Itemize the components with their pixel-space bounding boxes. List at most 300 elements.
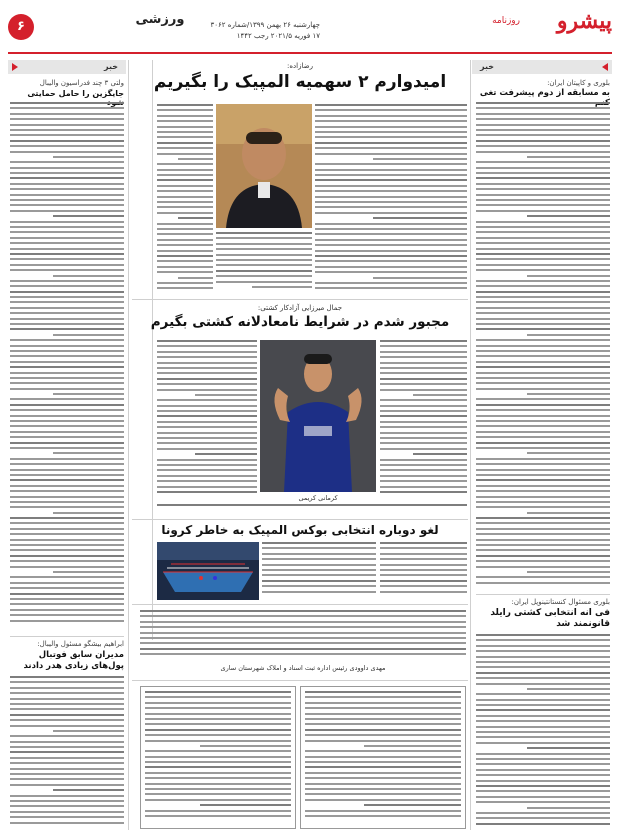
section-divider bbox=[132, 519, 468, 520]
text-line bbox=[10, 269, 124, 271]
text-line bbox=[315, 153, 467, 155]
text-line bbox=[10, 822, 124, 824]
left-column-label: خبر bbox=[103, 62, 118, 71]
text-line bbox=[10, 339, 124, 341]
text-line bbox=[157, 174, 213, 176]
text-line bbox=[157, 432, 257, 434]
text-line bbox=[157, 212, 213, 214]
text-line bbox=[10, 258, 124, 260]
text-line bbox=[10, 741, 124, 743]
text-line bbox=[380, 486, 467, 488]
text-line bbox=[476, 656, 610, 658]
text-line bbox=[10, 528, 124, 530]
text-line bbox=[157, 378, 257, 380]
main-headline: امیدوارم ۲ سهمیه المپیک را بگیریم bbox=[153, 72, 447, 92]
text-line bbox=[157, 266, 213, 268]
text-line bbox=[476, 528, 610, 530]
text-line bbox=[10, 382, 124, 384]
text-line bbox=[10, 703, 124, 705]
text-line bbox=[305, 723, 461, 725]
text-line bbox=[476, 420, 610, 422]
text-line bbox=[476, 372, 610, 374]
text-line bbox=[157, 437, 257, 439]
text-line bbox=[476, 436, 610, 438]
text-line bbox=[476, 280, 610, 282]
text-line bbox=[157, 250, 213, 252]
page-number: ۶ bbox=[8, 14, 34, 40]
text-line bbox=[10, 800, 124, 802]
text-line bbox=[10, 485, 124, 487]
logo-prefix: روزنامه bbox=[492, 16, 520, 26]
text-line bbox=[10, 687, 124, 689]
text-line bbox=[140, 626, 466, 628]
text-line bbox=[10, 177, 124, 179]
text-line bbox=[53, 571, 124, 573]
text-line bbox=[157, 367, 257, 369]
text-line bbox=[10, 719, 124, 721]
text-line bbox=[53, 730, 124, 732]
text-line bbox=[305, 788, 461, 790]
text-line bbox=[476, 769, 610, 771]
text-line bbox=[315, 120, 467, 122]
text-line bbox=[476, 350, 610, 352]
text-line bbox=[10, 778, 124, 780]
text-line bbox=[527, 452, 610, 454]
text-line bbox=[476, 134, 610, 136]
text-line bbox=[10, 415, 124, 417]
text-line bbox=[178, 217, 213, 219]
text-line bbox=[380, 480, 467, 482]
text-line bbox=[305, 718, 461, 720]
text-line bbox=[476, 425, 610, 427]
text-line bbox=[10, 603, 124, 605]
text-line bbox=[10, 676, 124, 678]
text-line bbox=[380, 405, 467, 407]
text-line bbox=[476, 264, 610, 266]
text-line bbox=[315, 201, 467, 203]
wrestler-photo bbox=[260, 340, 376, 492]
text-line bbox=[157, 383, 257, 385]
text-line bbox=[157, 415, 257, 417]
text-line bbox=[157, 480, 257, 482]
text-line bbox=[476, 812, 610, 814]
text-line bbox=[476, 145, 610, 147]
text-line bbox=[380, 426, 467, 428]
text-line bbox=[476, 231, 610, 233]
boxing-body-middle bbox=[262, 542, 376, 597]
text-line bbox=[476, 398, 610, 400]
text-line bbox=[10, 118, 124, 120]
text-line bbox=[476, 496, 610, 498]
text-line bbox=[476, 758, 610, 760]
text-line bbox=[373, 217, 467, 219]
text-line bbox=[315, 196, 467, 198]
text-line bbox=[315, 147, 467, 149]
text-line bbox=[145, 707, 291, 709]
text-line bbox=[157, 469, 257, 471]
text-line bbox=[476, 258, 610, 260]
text-line bbox=[315, 212, 467, 214]
text-line bbox=[252, 286, 312, 288]
text-line bbox=[10, 681, 124, 683]
text-line bbox=[380, 345, 467, 347]
text-line bbox=[10, 388, 124, 390]
text-line bbox=[157, 255, 213, 257]
second-headline: مجبور شدم در شرایط نامعادلانه کشتی بگیرم bbox=[150, 314, 450, 330]
text-line bbox=[10, 199, 124, 201]
wrestler-image bbox=[260, 340, 376, 492]
text-line bbox=[157, 442, 257, 444]
text-line bbox=[157, 372, 257, 374]
text-line bbox=[157, 131, 213, 133]
text-line bbox=[476, 161, 610, 163]
text-line bbox=[157, 287, 213, 289]
text-line bbox=[10, 151, 124, 153]
text-line bbox=[315, 239, 467, 241]
text-line bbox=[315, 223, 467, 225]
text-line bbox=[10, 496, 124, 498]
text-line bbox=[145, 793, 291, 795]
text-line bbox=[476, 544, 610, 546]
text-line bbox=[476, 490, 610, 492]
text-line bbox=[216, 243, 312, 245]
text-line bbox=[305, 713, 461, 715]
text-line bbox=[157, 356, 257, 358]
text-line bbox=[216, 275, 312, 277]
left-headline: جایگزین را حامل حمایتی bbox=[27, 89, 124, 98]
text-line bbox=[157, 504, 467, 506]
text-line bbox=[364, 804, 461, 806]
text-line bbox=[157, 239, 213, 241]
second-body-right bbox=[380, 340, 467, 500]
text-line bbox=[476, 474, 610, 476]
text-line bbox=[476, 204, 610, 206]
text-line bbox=[10, 301, 124, 303]
text-line bbox=[10, 714, 124, 716]
text-line bbox=[305, 761, 461, 763]
text-line bbox=[476, 382, 610, 384]
text-line bbox=[157, 340, 257, 342]
text-line bbox=[157, 163, 213, 165]
text-line bbox=[145, 740, 291, 742]
text-line bbox=[476, 388, 610, 390]
text-line bbox=[476, 345, 610, 347]
boxing-ring-photo bbox=[157, 542, 259, 600]
text-line bbox=[315, 179, 467, 181]
text-line bbox=[476, 377, 610, 379]
text-line bbox=[10, 237, 124, 239]
text-line bbox=[10, 172, 124, 174]
text-line bbox=[195, 453, 257, 455]
text-line bbox=[315, 185, 467, 187]
text-line bbox=[476, 501, 610, 503]
text-line bbox=[157, 410, 257, 412]
text-line bbox=[476, 318, 610, 320]
text-line bbox=[157, 233, 213, 235]
text-line bbox=[380, 356, 467, 358]
left-second-headline: مدیران سابق فوتبال پول‌های زیادی هدر دادند bbox=[23, 650, 124, 671]
text-line bbox=[10, 183, 124, 185]
text-line bbox=[476, 172, 610, 174]
text-line bbox=[157, 104, 213, 106]
text-line bbox=[10, 129, 124, 131]
text-line bbox=[157, 345, 257, 347]
text-line bbox=[476, 442, 610, 444]
text-line bbox=[157, 475, 257, 477]
right-column-header bbox=[472, 60, 612, 74]
text-line bbox=[380, 574, 467, 576]
text-line bbox=[10, 161, 124, 163]
text-line bbox=[476, 107, 610, 109]
text-line bbox=[178, 158, 213, 160]
text-line bbox=[315, 260, 467, 262]
text-line bbox=[476, 661, 610, 663]
text-line bbox=[10, 555, 124, 557]
text-line bbox=[476, 774, 610, 776]
text-line bbox=[476, 242, 610, 244]
text-line bbox=[476, 124, 610, 126]
text-line bbox=[305, 772, 461, 774]
text-line bbox=[476, 645, 610, 647]
right-column-label: خبر bbox=[480, 62, 495, 71]
text-line bbox=[527, 393, 610, 395]
text-line bbox=[10, 280, 124, 282]
text-line bbox=[476, 539, 610, 541]
text-line bbox=[315, 255, 467, 257]
text-line bbox=[157, 448, 257, 450]
text-line bbox=[10, 474, 124, 476]
text-line bbox=[10, 614, 124, 616]
text-line bbox=[10, 307, 124, 309]
text-line bbox=[10, 708, 124, 710]
text-line bbox=[10, 404, 124, 406]
text-line bbox=[476, 301, 610, 303]
text-line bbox=[527, 334, 610, 336]
text-line bbox=[10, 398, 124, 400]
text-line bbox=[476, 666, 610, 668]
text-line bbox=[140, 610, 466, 612]
text-line bbox=[476, 409, 610, 411]
boxing-headline: لغو دوباره انتخابی بوکس المپیک به خاطر کرونا bbox=[161, 523, 439, 537]
text-line bbox=[157, 201, 213, 203]
text-line bbox=[157, 136, 213, 138]
text-line bbox=[53, 215, 124, 217]
main-body-left bbox=[157, 104, 213, 294]
logo-text: پیشرو bbox=[556, 8, 612, 34]
text-line bbox=[10, 539, 124, 541]
text-line bbox=[10, 312, 124, 314]
text-line bbox=[10, 409, 124, 411]
text-line bbox=[305, 793, 461, 795]
text-line bbox=[10, 366, 124, 368]
text-line bbox=[476, 339, 610, 341]
text-line bbox=[476, 672, 610, 674]
text-line bbox=[140, 653, 466, 655]
text-line bbox=[10, 582, 124, 584]
text-line bbox=[476, 677, 610, 679]
notice-box-right-text bbox=[305, 691, 461, 824]
text-line bbox=[476, 753, 610, 755]
left-second-kicker: ابراهیم بیشگو مسئول والیبال: bbox=[37, 640, 124, 648]
text-line bbox=[305, 696, 461, 698]
text-line bbox=[476, 634, 610, 636]
text-line bbox=[145, 691, 291, 693]
text-line bbox=[10, 226, 124, 228]
text-line bbox=[262, 591, 376, 593]
text-line bbox=[476, 307, 610, 309]
text-line bbox=[157, 179, 213, 181]
text-line bbox=[10, 768, 124, 770]
text-line bbox=[10, 231, 124, 233]
text-line bbox=[476, 167, 610, 169]
text-line bbox=[476, 693, 610, 695]
text-line bbox=[216, 259, 312, 261]
text-line bbox=[53, 275, 124, 277]
wrestler-photo-caption: کرمانی کریمی bbox=[298, 494, 338, 502]
column-divider bbox=[470, 60, 471, 830]
text-line bbox=[315, 174, 467, 176]
arrow-icon bbox=[12, 63, 18, 71]
text-line bbox=[380, 367, 467, 369]
text-line bbox=[10, 501, 124, 503]
text-line bbox=[315, 115, 467, 117]
text-line bbox=[157, 153, 213, 155]
text-line bbox=[527, 747, 610, 749]
text-line bbox=[305, 783, 461, 785]
text-line bbox=[10, 291, 124, 293]
text-line bbox=[145, 799, 291, 801]
text-line bbox=[10, 134, 124, 136]
text-line bbox=[145, 810, 291, 812]
text-line bbox=[315, 206, 467, 208]
text-line bbox=[527, 275, 610, 277]
text-line bbox=[157, 115, 213, 117]
column-divider bbox=[152, 60, 153, 640]
text-line bbox=[145, 696, 291, 698]
text-line bbox=[305, 777, 461, 779]
text-line bbox=[476, 118, 610, 120]
text-line bbox=[305, 799, 461, 801]
text-line bbox=[10, 204, 124, 206]
text-line bbox=[10, 350, 124, 352]
text-line bbox=[10, 544, 124, 546]
text-line bbox=[315, 271, 467, 273]
text-line bbox=[157, 185, 213, 187]
text-line bbox=[10, 533, 124, 535]
main-photo-side-text bbox=[216, 232, 312, 294]
text-line bbox=[157, 421, 257, 423]
left-second-body bbox=[10, 676, 124, 829]
text-line bbox=[157, 196, 213, 198]
text-line bbox=[10, 598, 124, 600]
second-body-left bbox=[157, 340, 257, 500]
text-line bbox=[10, 522, 124, 524]
text-line bbox=[380, 351, 467, 353]
text-line bbox=[262, 558, 376, 560]
text-line bbox=[380, 399, 467, 401]
text-line bbox=[262, 574, 376, 576]
text-line bbox=[200, 745, 291, 747]
text-line bbox=[157, 147, 213, 149]
masthead-rule bbox=[8, 52, 612, 54]
text-line bbox=[380, 340, 467, 342]
text-line bbox=[380, 432, 467, 434]
text-line bbox=[10, 102, 124, 104]
text-line bbox=[476, 361, 610, 363]
text-line bbox=[315, 163, 467, 165]
text-line bbox=[476, 704, 610, 706]
text-line bbox=[10, 576, 124, 578]
text-line bbox=[476, 237, 610, 239]
text-line bbox=[476, 555, 610, 557]
text-line bbox=[10, 805, 124, 807]
text-line bbox=[315, 233, 467, 235]
text-line bbox=[476, 113, 610, 115]
text-line bbox=[476, 549, 610, 551]
text-line bbox=[145, 788, 291, 790]
text-line bbox=[10, 188, 124, 190]
text-line bbox=[157, 491, 257, 493]
text-line bbox=[476, 248, 610, 250]
text-line bbox=[216, 232, 312, 234]
issue-info bbox=[170, 20, 320, 42]
text-line bbox=[476, 785, 610, 787]
text-line bbox=[380, 591, 467, 593]
text-line bbox=[10, 361, 124, 363]
text-line bbox=[145, 718, 291, 720]
right-second-body bbox=[476, 634, 610, 829]
text-line bbox=[10, 221, 124, 223]
notice-box-left bbox=[140, 686, 296, 829]
text-line bbox=[476, 796, 610, 798]
portrait-image bbox=[216, 104, 312, 228]
text-line bbox=[315, 169, 467, 171]
boxing-ring-image bbox=[157, 542, 259, 600]
text-line bbox=[476, 576, 610, 578]
text-line bbox=[145, 734, 291, 736]
left-body-text bbox=[10, 102, 124, 630]
text-line bbox=[305, 691, 461, 693]
text-line bbox=[476, 194, 610, 196]
text-line bbox=[53, 334, 124, 336]
text-line bbox=[10, 248, 124, 250]
text-line bbox=[413, 453, 467, 455]
text-line bbox=[10, 773, 124, 775]
text-line bbox=[380, 475, 467, 477]
text-line bbox=[10, 140, 124, 142]
text-line bbox=[157, 260, 213, 262]
text-line bbox=[476, 650, 610, 652]
text-line bbox=[380, 547, 467, 549]
text-line bbox=[476, 463, 610, 465]
text-line bbox=[157, 228, 213, 230]
text-line bbox=[10, 442, 124, 444]
text-line bbox=[380, 464, 467, 466]
text-line bbox=[476, 129, 610, 131]
text-line bbox=[10, 355, 124, 357]
text-line bbox=[10, 784, 124, 786]
right-headline: به مسابقه از دوم پیشرفت تغی bbox=[479, 88, 610, 98]
text-line bbox=[157, 190, 213, 192]
text-line bbox=[10, 318, 124, 320]
text-line bbox=[315, 266, 467, 268]
newspaper-logo bbox=[422, 8, 612, 46]
column-divider bbox=[128, 60, 129, 830]
text-line bbox=[527, 215, 610, 217]
text-line bbox=[157, 120, 213, 122]
text-line bbox=[380, 580, 467, 582]
text-line bbox=[145, 756, 291, 758]
